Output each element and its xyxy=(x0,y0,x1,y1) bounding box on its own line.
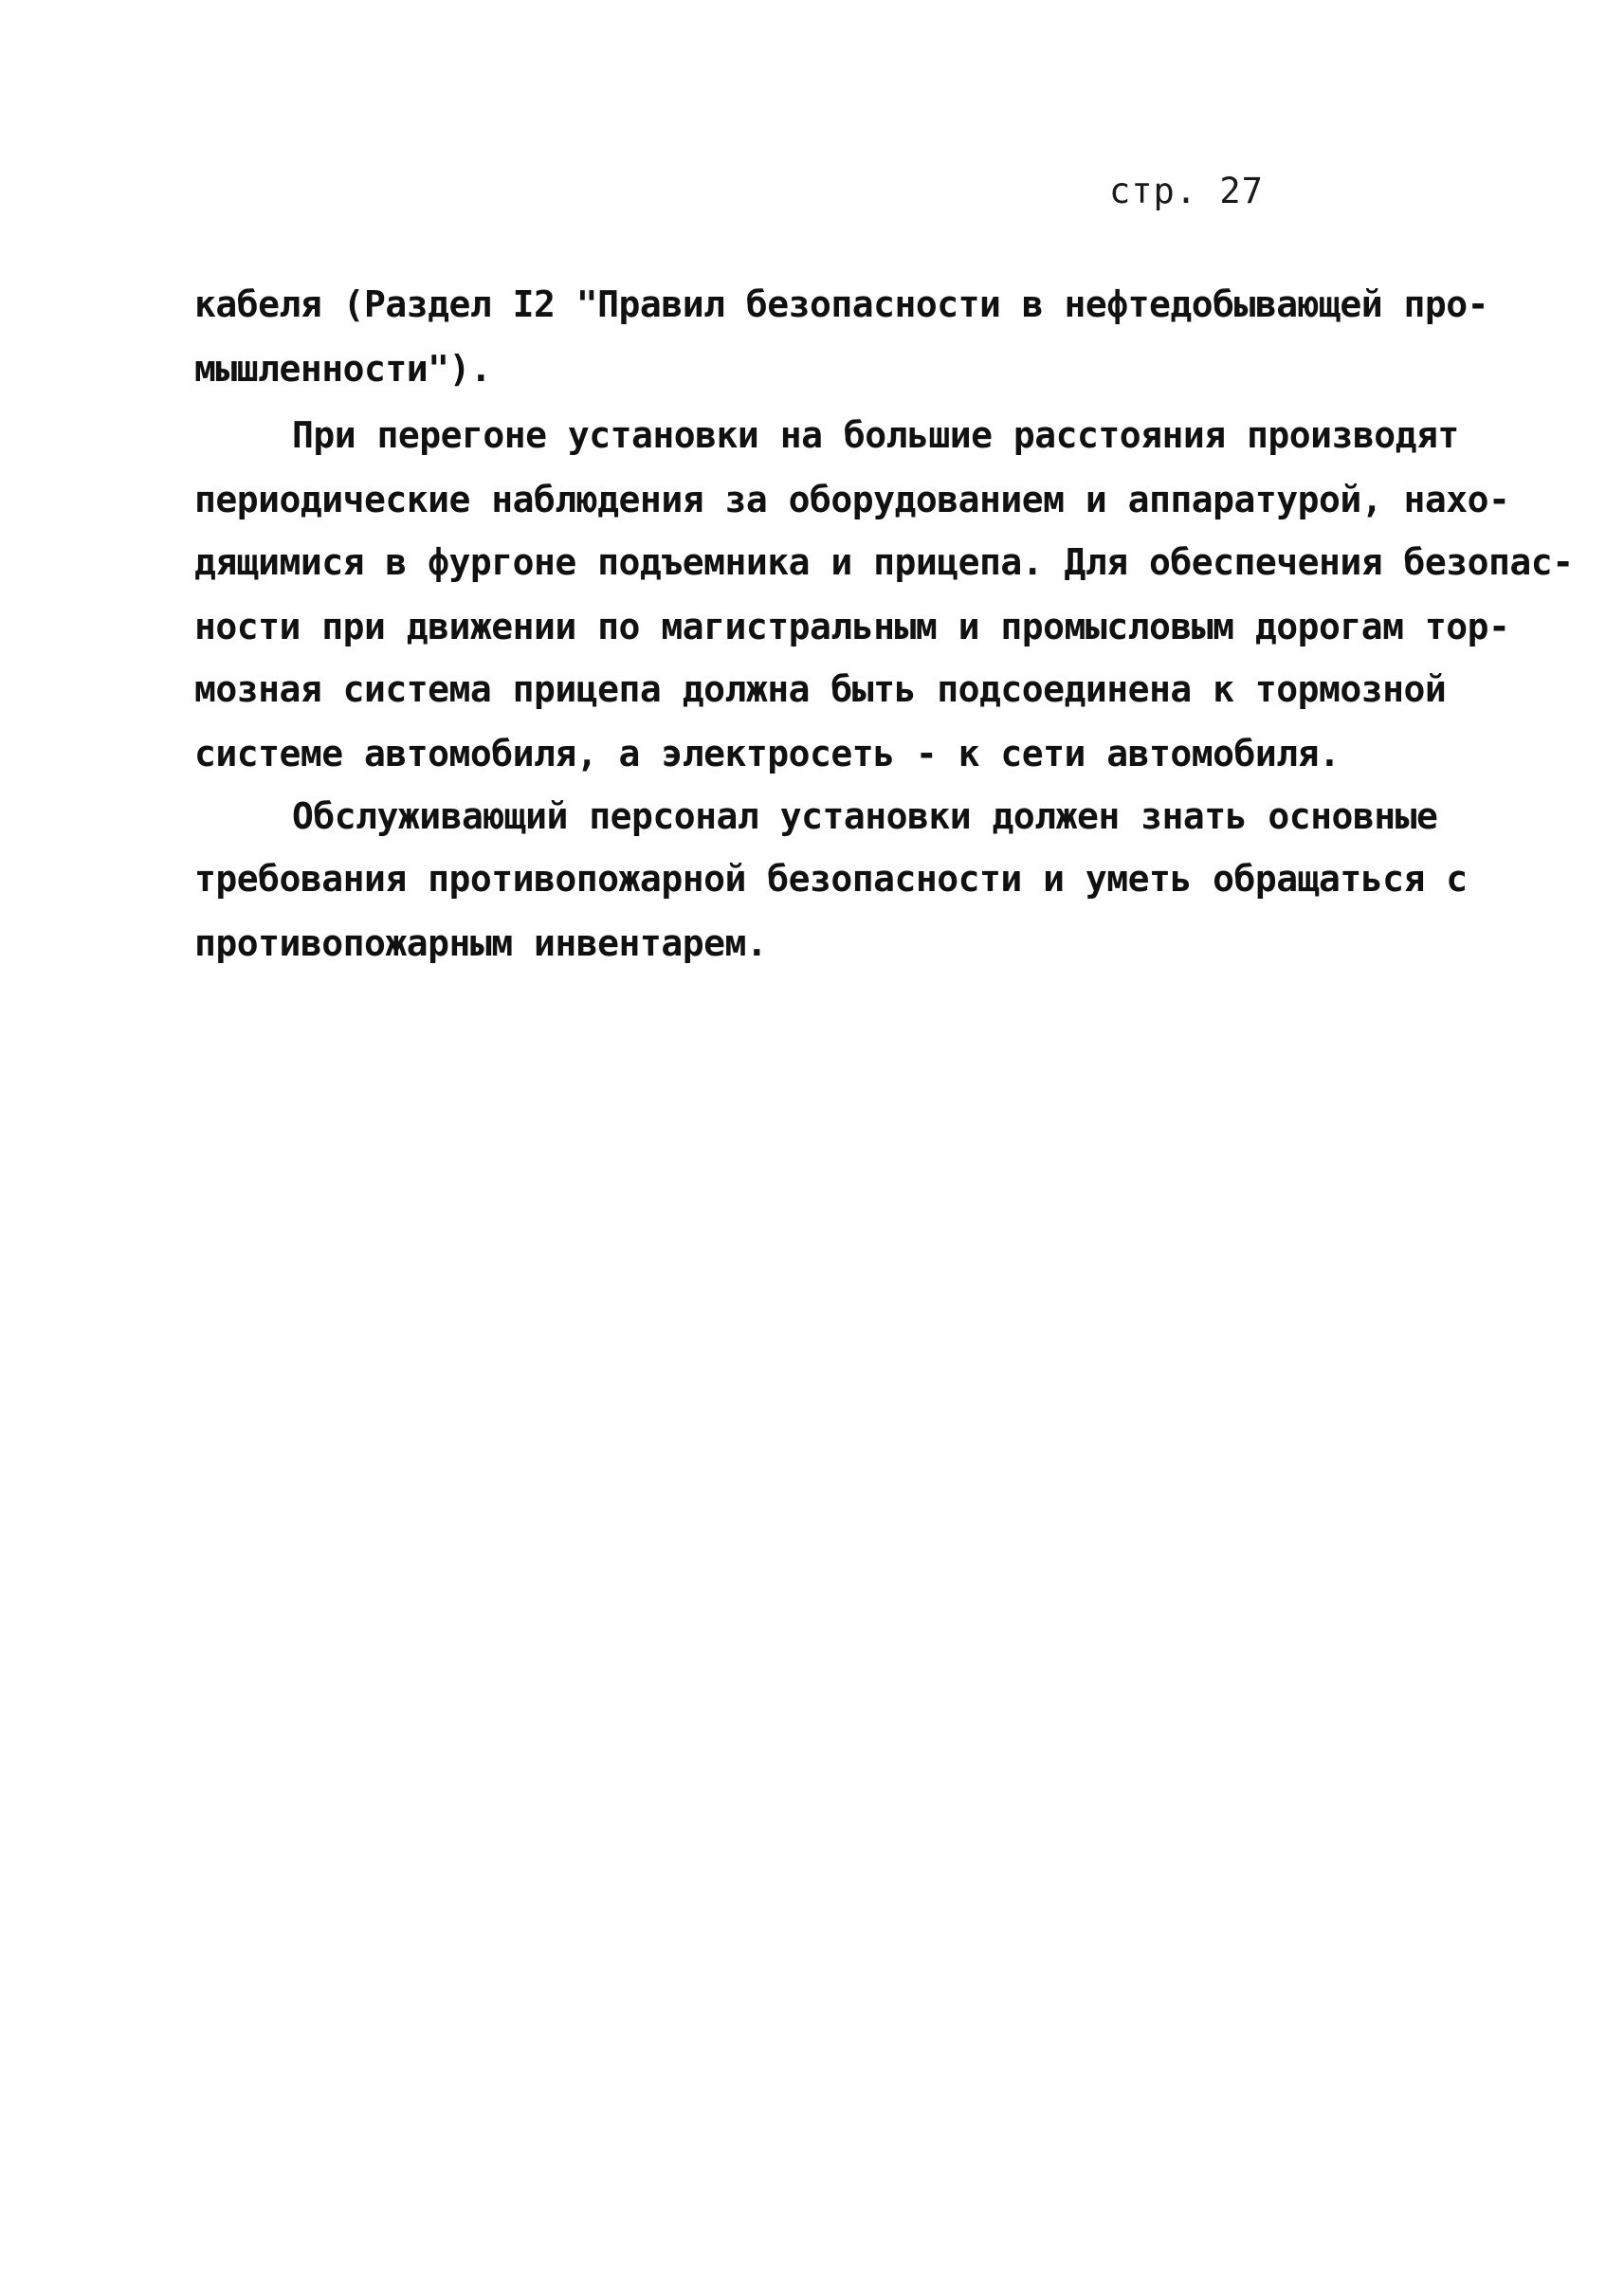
paragraph-2-line-2: периодические наблюдения за оборудованием и аппаратурой, нахо- xyxy=(194,479,1510,520)
paragraph-2-line-6: системе автомобиля, а электросеть - к сети автомобиля. xyxy=(194,733,1341,774)
paragraph-2-line-1: При перегоне установки на большие расстояния производят xyxy=(292,414,1459,456)
paragraph-2-line-3: дящимися в фургоне подъемника и прицепа. Для обеспечения безопас- xyxy=(194,541,1574,583)
page-number: стр. 27 xyxy=(1109,171,1264,211)
paragraph-2-line-5: мозная система прицепа должна быть подсоединена к тормозной xyxy=(194,668,1447,710)
paragraph-3-line-3: противопожарным инвентарем. xyxy=(194,922,768,964)
paragraph-3-line-1: Обслуживающий персонал установки должен знать основные xyxy=(292,795,1438,837)
paragraph-2-line-4: ности при движении по магистральным и промысловым дорогам тор- xyxy=(194,606,1510,647)
paragraph-3-line-2: требования противопожарной безопасности и уметь обращаться с xyxy=(194,858,1468,900)
paragraph-1-line-1: кабеля (Раздел I2 "Правил безопасности в нефтедобывающей про- xyxy=(194,283,1489,325)
paragraph-1-line-2: мышленности"). xyxy=(194,348,492,390)
